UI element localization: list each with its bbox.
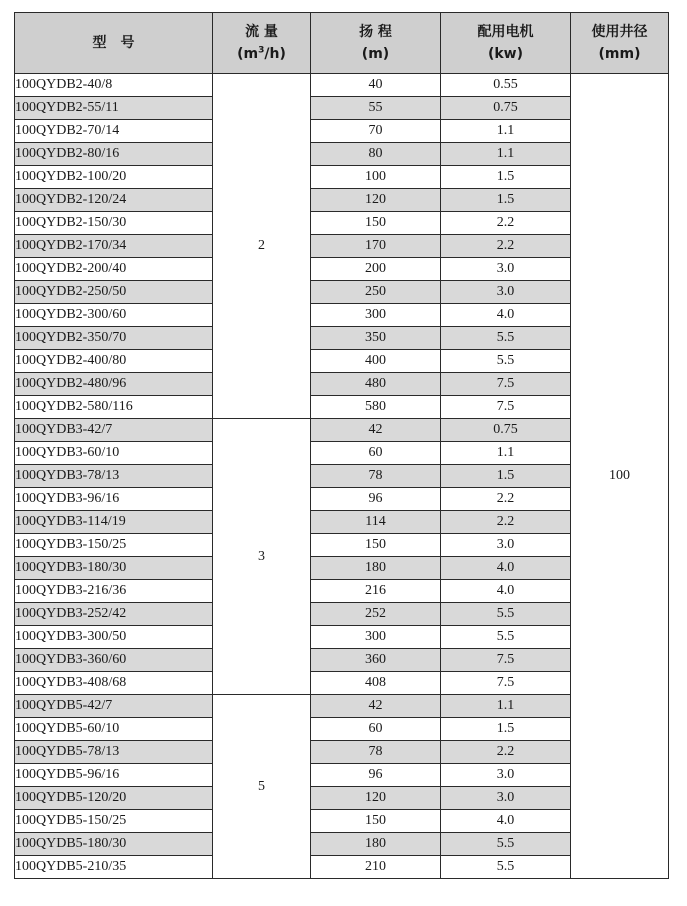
power-cell: 7.5 — [441, 373, 571, 396]
head-cell: 252 — [311, 603, 441, 626]
power-cell: 1.1 — [441, 120, 571, 143]
table-row — [15, 327, 669, 350]
table-row — [15, 534, 669, 557]
head-cell: 96 — [311, 764, 441, 787]
head-cell: 60 — [311, 442, 441, 465]
model-cell: 100QYDB3-150/25 — [15, 534, 213, 557]
model-cell: 100QYDB2-80/16 — [15, 143, 213, 166]
head-cell: 150 — [311, 534, 441, 557]
head-cell: 78 — [311, 741, 441, 764]
power-cell: 0.55 — [441, 74, 571, 97]
power-cell: 2.2 — [441, 488, 571, 511]
model-cell: 100QYDB5-78/13 — [15, 741, 213, 764]
head-cell: 150 — [311, 212, 441, 235]
model-cell: 100QYDB3-60/10 — [15, 442, 213, 465]
model-cell: 100QYDB2-120/24 — [15, 189, 213, 212]
model-cell: 100QYDB3-180/30 — [15, 557, 213, 580]
head-cell: 42 — [311, 695, 441, 718]
model-cell: 100QYDB5-42/7 — [15, 695, 213, 718]
model-cell: 100QYDB3-408/68 — [15, 672, 213, 695]
head-cell: 78 — [311, 465, 441, 488]
model-cell: 100QYDB5-96/16 — [15, 764, 213, 787]
power-cell: 4.0 — [441, 304, 571, 327]
power-cell: 3.0 — [441, 534, 571, 557]
head-cell: 300 — [311, 304, 441, 327]
power-cell: 5.5 — [441, 856, 571, 879]
model-cell: 100QYDB3-42/7 — [15, 419, 213, 442]
model-cell: 100QYDB5-180/30 — [15, 833, 213, 856]
power-cell: 1.1 — [441, 695, 571, 718]
model-cell: 100QYDB2-40/8 — [15, 74, 213, 97]
model-cell: 100QYDB3-96/16 — [15, 488, 213, 511]
head-cell: 70 — [311, 120, 441, 143]
table-row — [15, 396, 669, 419]
header-flow-label: 流 量 — [245, 24, 278, 40]
table-row — [15, 442, 669, 465]
header-head-unit: (m) — [361, 46, 390, 62]
model-cell: 100QYDB2-580/116 — [15, 396, 213, 419]
power-cell: 7.5 — [441, 672, 571, 695]
table-row — [15, 120, 669, 143]
table-row — [15, 695, 669, 718]
header-bore — [571, 13, 669, 74]
table-row — [15, 626, 669, 649]
model-cell: 100QYDB2-55/11 — [15, 97, 213, 120]
model-cell: 100QYDB3-78/13 — [15, 465, 213, 488]
model-cell: 100QYDB3-216/36 — [15, 580, 213, 603]
table-row — [15, 258, 669, 281]
head-cell: 250 — [311, 281, 441, 304]
table-row — [15, 166, 669, 189]
header-model-label: 型 号 — [92, 35, 135, 51]
power-cell: 4.0 — [441, 810, 571, 833]
table-row — [15, 603, 669, 626]
power-cell: 1.5 — [441, 718, 571, 741]
power-cell: 2.2 — [441, 741, 571, 764]
power-cell: 7.5 — [441, 396, 571, 419]
model-cell: 100QYDB2-480/96 — [15, 373, 213, 396]
power-cell: 3.0 — [441, 764, 571, 787]
table-row — [15, 465, 669, 488]
header-model — [15, 13, 213, 74]
model-cell: 100QYDB5-210/35 — [15, 856, 213, 879]
power-cell: 1.5 — [441, 166, 571, 189]
head-cell: 150 — [311, 810, 441, 833]
flow-cell: 3 — [213, 419, 311, 695]
model-cell: 100QYDB2-200/40 — [15, 258, 213, 281]
table-row — [15, 97, 669, 120]
head-cell: 80 — [311, 143, 441, 166]
power-cell: 5.5 — [441, 350, 571, 373]
head-cell: 40 — [311, 74, 441, 97]
model-cell: 100QYDB3-360/60 — [15, 649, 213, 672]
flow-cell: 2 — [213, 74, 311, 419]
table-row — [15, 74, 669, 97]
table-row — [15, 511, 669, 534]
head-cell: 360 — [311, 649, 441, 672]
power-cell: 2.2 — [441, 235, 571, 258]
model-cell: 100QYDB5-150/25 — [15, 810, 213, 833]
table-row — [15, 281, 669, 304]
head-cell: 60 — [311, 718, 441, 741]
head-cell: 480 — [311, 373, 441, 396]
header-row — [15, 13, 669, 74]
model-cell: 100QYDB2-70/14 — [15, 120, 213, 143]
table-row — [15, 764, 669, 787]
table-row — [15, 212, 669, 235]
header-bore-label: 使用井径 — [591, 24, 648, 40]
table-row — [15, 304, 669, 327]
head-cell: 120 — [311, 787, 441, 810]
table-row — [15, 557, 669, 580]
power-cell: 4.0 — [441, 557, 571, 580]
header-motor — [441, 13, 571, 74]
model-cell: 100QYDB2-250/50 — [15, 281, 213, 304]
table-row — [15, 672, 669, 695]
power-cell: 1.5 — [441, 465, 571, 488]
bore-cell: 100 — [571, 74, 669, 879]
head-cell: 42 — [311, 419, 441, 442]
table-row — [15, 350, 669, 373]
power-cell: 1.1 — [441, 442, 571, 465]
power-cell: 0.75 — [441, 419, 571, 442]
power-cell: 4.0 — [441, 580, 571, 603]
head-cell: 216 — [311, 580, 441, 603]
table-row — [15, 856, 669, 879]
table-row — [15, 143, 669, 166]
header-motor-unit: (kw) — [487, 46, 524, 62]
model-cell: 100QYDB2-400/80 — [15, 350, 213, 373]
power-cell: 2.2 — [441, 511, 571, 534]
model-cell: 100QYDB3-252/42 — [15, 603, 213, 626]
head-cell: 400 — [311, 350, 441, 373]
power-cell: 2.2 — [441, 212, 571, 235]
table-row — [15, 189, 669, 212]
model-cell: 100QYDB2-350/70 — [15, 327, 213, 350]
table-row — [15, 649, 669, 672]
header-flow — [213, 13, 311, 74]
model-cell: 100QYDB5-120/20 — [15, 787, 213, 810]
head-cell: 580 — [311, 396, 441, 419]
head-cell: 180 — [311, 557, 441, 580]
header-motor-label: 配用电机 — [477, 24, 534, 40]
table-row — [15, 718, 669, 741]
head-cell: 180 — [311, 833, 441, 856]
power-cell: 1.5 — [441, 189, 571, 212]
header-flow-unit: $(m^3/h)$ — [237, 45, 286, 62]
head-cell: 114 — [311, 511, 441, 534]
head-cell: 210 — [311, 856, 441, 879]
table-row — [15, 833, 669, 856]
head-cell: 120 — [311, 189, 441, 212]
header-head-label: 扬 程 — [359, 24, 392, 40]
power-cell: 5.5 — [441, 626, 571, 649]
head-cell: 350 — [311, 327, 441, 350]
model-cell: 100QYDB3-300/50 — [15, 626, 213, 649]
head-cell: 100 — [311, 166, 441, 189]
pump-spec-table — [14, 12, 669, 879]
model-cell: 100QYDB2-100/20 — [15, 166, 213, 189]
head-cell: 96 — [311, 488, 441, 511]
power-cell: 3.0 — [441, 258, 571, 281]
flow-cell: 5 — [213, 695, 311, 879]
table-row — [15, 580, 669, 603]
power-cell: 0.75 — [441, 97, 571, 120]
head-cell: 200 — [311, 258, 441, 281]
head-cell: 55 — [311, 97, 441, 120]
model-cell: 100QYDB2-300/60 — [15, 304, 213, 327]
table-row — [15, 741, 669, 764]
power-cell: 3.0 — [441, 281, 571, 304]
header-head — [311, 13, 441, 74]
head-cell: 408 — [311, 672, 441, 695]
table-row — [15, 373, 669, 396]
table-row — [15, 235, 669, 258]
table-row — [15, 488, 669, 511]
model-cell: 100QYDB5-60/10 — [15, 718, 213, 741]
table-row — [15, 787, 669, 810]
model-cell: 100QYDB3-114/19 — [15, 511, 213, 534]
model-cell: 100QYDB2-150/30 — [15, 212, 213, 235]
header-bore-unit: (mm) — [598, 46, 641, 62]
head-cell: 170 — [311, 235, 441, 258]
power-cell: 5.5 — [441, 603, 571, 626]
power-cell: 1.1 — [441, 143, 571, 166]
power-cell: 7.5 — [441, 649, 571, 672]
table-row — [15, 810, 669, 833]
power-cell: 5.5 — [441, 833, 571, 856]
head-cell: 300 — [311, 626, 441, 649]
model-cell: 100QYDB2-170/34 — [15, 235, 213, 258]
table-row — [15, 419, 669, 442]
power-cell: 3.0 — [441, 787, 571, 810]
power-cell: 5.5 — [441, 327, 571, 350]
table-body — [15, 74, 669, 879]
